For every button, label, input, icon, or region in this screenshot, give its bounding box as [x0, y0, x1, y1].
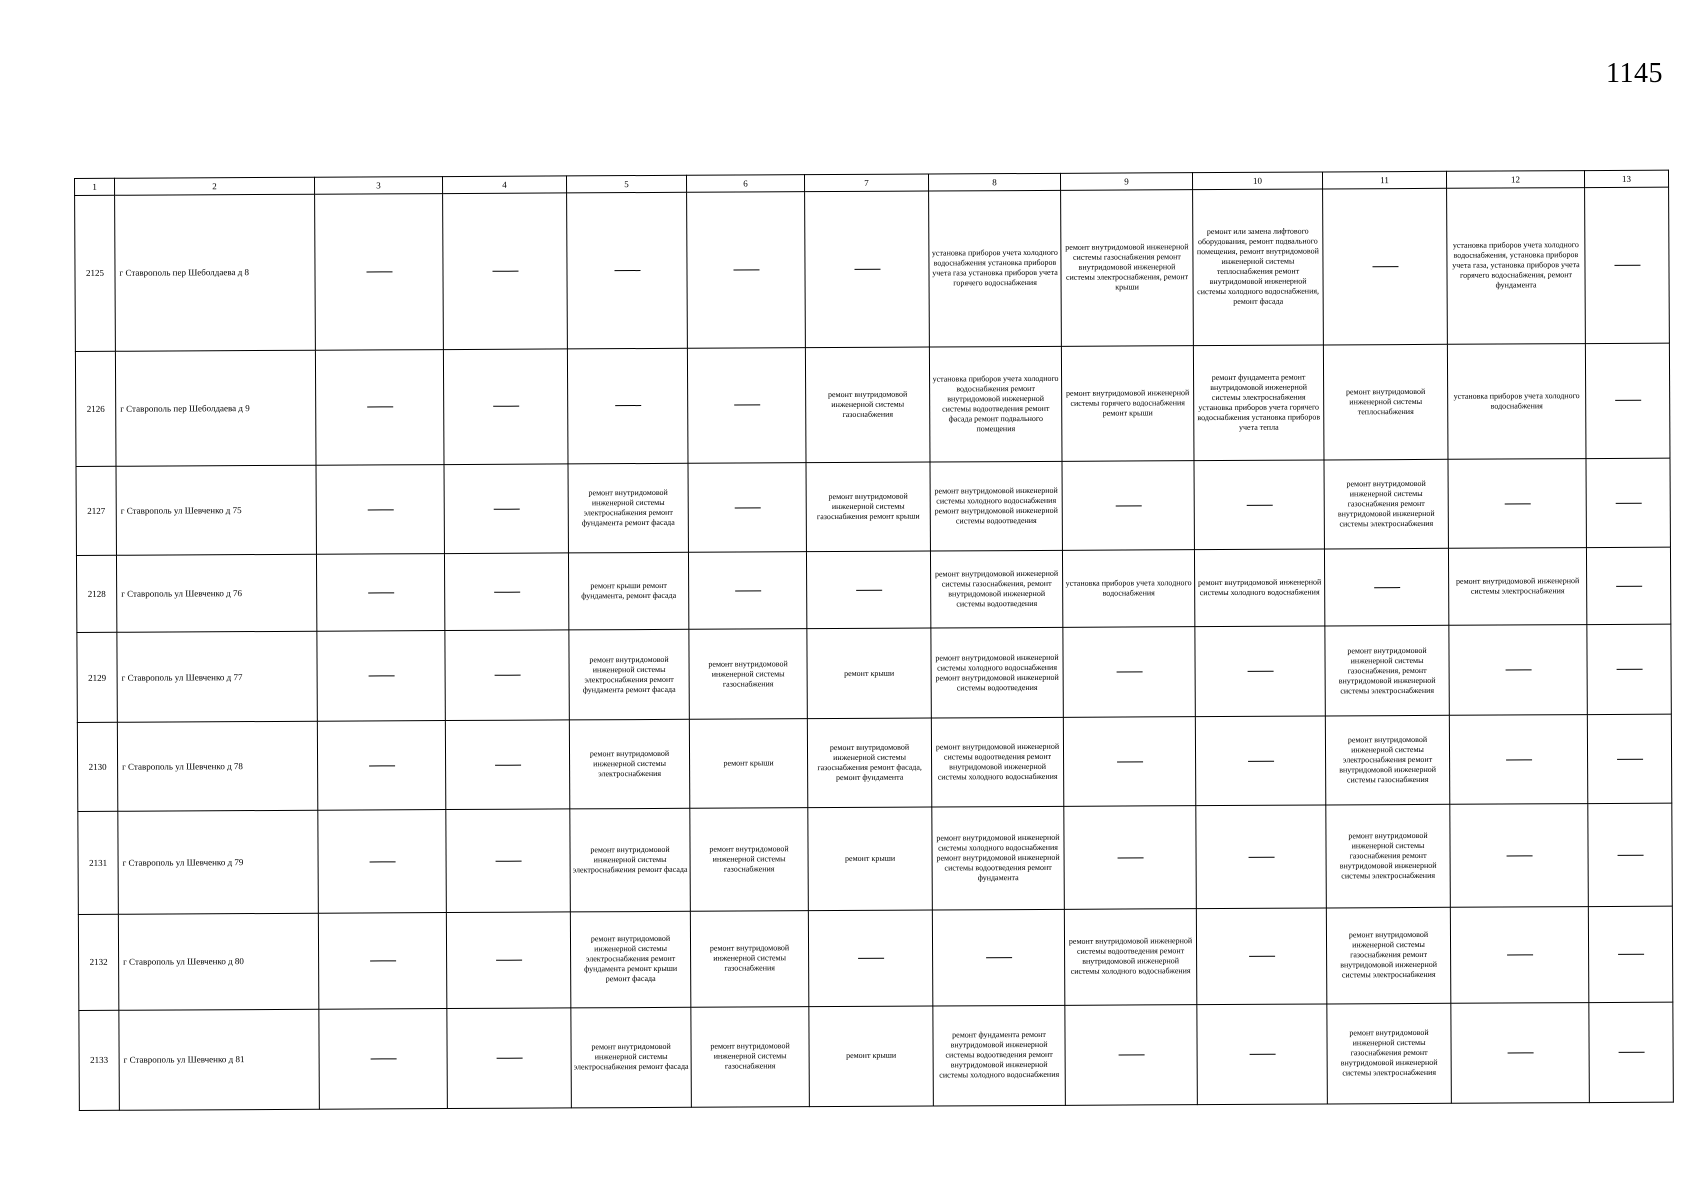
work-type-cell: ремонт внутридомовой инженерной системы газоснабжения ремонт фасада, ремонт фундамента — [807, 718, 931, 808]
dash-mark — [1507, 1052, 1533, 1053]
column-header: 4 — [442, 176, 566, 194]
work-type-cell: ремонт внутридомовой инженерной системы холодного водоснабжения ремонт внутридомовой инженерной системы водоотведения — [930, 461, 1062, 551]
dash-mark — [1506, 855, 1532, 856]
work-type-cell: ремонт внутридомовой инженерной системы газоснабжения — [690, 808, 809, 911]
empty-cell — [318, 912, 447, 1009]
work-type-cell: ремонт внутридомовой инженерной системы газоснабжения ремонт крыши — [806, 462, 930, 552]
dash-mark — [370, 1058, 396, 1059]
empty-cell — [316, 464, 444, 554]
empty-cell — [805, 191, 930, 347]
work-type-cell: ремонт крыши — [807, 628, 931, 718]
dash-mark — [1615, 503, 1641, 504]
empty-cell — [808, 910, 933, 1007]
work-type-cell: ремонт внутридомовой инженерной системы газоснабжения — [690, 910, 809, 1007]
row-number: 2129 — [77, 633, 117, 723]
empty-cell — [1450, 804, 1589, 907]
empty-cell — [1063, 716, 1195, 806]
address-cell: г Ставрополь ул Шевченко д 78 — [117, 721, 317, 812]
empty-cell — [317, 720, 445, 810]
column-header: 2 — [115, 177, 315, 195]
empty-cell — [1064, 806, 1197, 909]
row-number: 2126 — [75, 351, 116, 466]
dash-mark — [1618, 954, 1644, 955]
column-header: 11 — [1322, 171, 1446, 189]
empty-cell — [443, 349, 568, 465]
dash-mark — [1249, 956, 1275, 957]
table-row — [75, 187, 1670, 351]
dash-mark — [733, 269, 759, 270]
empty-cell — [1196, 908, 1327, 1005]
work-type-cell: ремонт внутридомовой инженерной системы электроснабжения ремонт фундамента ремонт фасада — [569, 630, 689, 720]
dash-mark — [1614, 265, 1640, 266]
empty-cell — [1586, 548, 1670, 625]
dash-mark — [1616, 586, 1642, 587]
dash-mark — [854, 269, 880, 270]
dash-mark — [1504, 503, 1530, 504]
work-type-cell: ремонт внутридомовой инженерной системы теплоснабжения — [1323, 344, 1448, 460]
table-row — [76, 548, 1670, 633]
empty-cell — [932, 909, 1065, 1006]
address-cell: г Ставрополь пер Шеболдаева д 8 — [115, 194, 316, 351]
empty-cell — [1065, 1004, 1198, 1105]
dash-mark — [495, 764, 521, 765]
dash-mark — [1118, 1054, 1144, 1055]
empty-cell — [445, 720, 569, 810]
dash-mark — [1116, 672, 1142, 673]
dash-mark — [496, 1058, 522, 1059]
empty-cell — [1450, 906, 1589, 1003]
empty-cell — [446, 809, 571, 912]
row-number: 2132 — [78, 914, 119, 1010]
work-type-cell: ремонт внутридомовой инженерной системы газоснабжения ремонт внутридомовой инженерной системы электроснабжения — [1326, 805, 1451, 908]
table-row — [77, 714, 1671, 812]
work-type-cell: ремонт фундамента ремонт внутридомовой инженерной системы электроснабжения установка приборов учета горячего водоснабжения установка приборов учета тепла — [1193, 345, 1324, 461]
dash-mark — [369, 861, 395, 862]
empty-cell — [567, 348, 688, 464]
dash-mark — [369, 765, 395, 766]
empty-cell — [687, 347, 806, 463]
work-type-cell: ремонт внутридомовой инженерной системы электроснабжения — [569, 719, 689, 809]
work-type-cell: установка приборов учета холодного водоснабжения, установка приборов учета газа, установка приборов учета горячего водоснабжения, ремонт фундамента — [1447, 188, 1586, 344]
work-type-cell: ремонт внутридомовой инженерной системы газоснабжения, ремонт внутридомовой инженерной системы водоотведения — [930, 551, 1062, 628]
dash-mark — [1247, 671, 1273, 672]
work-type-cell: ремонт крыши — [809, 1006, 934, 1107]
dash-mark — [1248, 856, 1274, 857]
empty-cell — [1588, 804, 1673, 907]
work-type-cell: ремонт внутридомовой инженерной системы электроснабжения ремонт фасада — [571, 1007, 692, 1108]
empty-cell — [1585, 343, 1670, 459]
page-number: 1145 — [1606, 58, 1663, 89]
empty-cell — [567, 192, 688, 348]
dash-mark — [615, 405, 641, 406]
dash-mark — [734, 507, 760, 508]
dash-mark — [1617, 758, 1643, 759]
table-row — [78, 804, 1673, 915]
work-type-cell: ремонт внутридомовой инженерной системы холодного водоснабжения — [1194, 549, 1324, 626]
empty-cell — [315, 194, 444, 350]
work-type-cell: ремонт внутридомовой инженерной системы электроснабжения ремонт внутридомовой инженерной системы газоснабжения — [1325, 715, 1449, 805]
row-number: 2125 — [75, 195, 116, 351]
column-header: 12 — [1446, 171, 1584, 189]
empty-cell — [1589, 1002, 1674, 1103]
work-type-cell: установка приборов учета холодного водоснабжения — [1447, 343, 1586, 459]
dash-mark — [1246, 504, 1272, 505]
dash-mark — [1117, 857, 1143, 858]
dash-mark — [856, 590, 882, 591]
empty-cell — [444, 553, 568, 630]
column-header: 5 — [566, 175, 686, 193]
row-number: 2131 — [78, 812, 119, 915]
table-row — [77, 624, 1671, 722]
dash-mark — [1115, 505, 1141, 506]
dash-mark — [1249, 1054, 1275, 1055]
empty-cell — [447, 1008, 572, 1109]
empty-cell — [1587, 624, 1671, 714]
empty-cell — [1063, 627, 1195, 717]
dash-mark — [368, 592, 394, 593]
work-type-cell: ремонт внутридомовой инженерной системы электроснабжения ремонт фундамента ремонт фасада — [568, 463, 688, 553]
work-type-cell: ремонт внутридомовой инженерной системы газоснабжения — [805, 347, 930, 463]
empty-cell — [1197, 1004, 1328, 1105]
empty-cell — [446, 912, 571, 1009]
dash-mark — [1616, 669, 1642, 670]
empty-cell — [1451, 1002, 1590, 1103]
dash-mark — [366, 271, 392, 272]
dash-mark — [986, 957, 1012, 958]
work-type-cell: установка приборов учета холодного водоснабжения установка приборов учета газа установка приборов учета горячего водоснабжения — [929, 190, 1062, 346]
row-number: 2128 — [76, 556, 116, 633]
column-header: 6 — [686, 175, 804, 193]
work-type-cell: установка приборов учета холодного водоснабжения ремонт внутридомовой инженерной системы водоотведения ремонт фасада ремонт подвального помещения — [929, 346, 1062, 462]
dash-mark — [1372, 266, 1398, 267]
work-type-cell: ремонт внутридомовой инженерной системы газоснабжения — [689, 629, 807, 719]
address-cell: г Ставрополь пер Шеболдаева д 9 — [115, 350, 316, 466]
dash-mark — [367, 509, 393, 510]
registry-table — [74, 170, 1674, 1111]
dash-mark — [370, 960, 396, 961]
dash-mark — [1615, 400, 1641, 401]
column-header: 13 — [1584, 170, 1668, 187]
empty-cell — [1449, 625, 1587, 715]
work-type-cell: ремонт крыши ремонт фундамента, ремонт фасада — [568, 553, 688, 630]
column-header: 10 — [1192, 172, 1322, 190]
dash-mark — [492, 271, 518, 272]
dash-mark — [1617, 854, 1643, 855]
empty-cell — [1587, 714, 1671, 804]
work-type-cell: ремонт внутридомовой инженерной системы газоснабжения — [691, 1006, 810, 1107]
empty-cell — [1449, 714, 1587, 804]
dash-mark — [493, 508, 519, 509]
column-header: 7 — [804, 174, 928, 192]
empty-cell — [687, 192, 806, 348]
empty-cell — [445, 630, 569, 720]
address-cell: г Ставрополь ул Шевченко д 76 — [116, 555, 316, 633]
dash-mark — [368, 675, 394, 676]
dash-mark — [614, 270, 640, 271]
empty-cell — [1448, 458, 1586, 548]
address-cell: г Ставрополь ул Шевченко д 77 — [117, 631, 317, 722]
work-type-cell: ремонт внутридомовой инженерной системы холодного водоснабжения ремонт внутридомовой инженерной системы водоотведения ремонт фундамента — [932, 807, 1065, 910]
work-type-cell: установка приборов учета холодного водоснабжения — [1062, 550, 1194, 627]
empty-cell — [316, 554, 444, 631]
work-type-cell: ремонт крыши — [808, 807, 933, 910]
work-type-cell: ремонт внутридомовой инженерной системы газоснабжения ремонт внутридомовой инженерной системы электроснабжения, ремонт крыши — [1061, 190, 1194, 346]
empty-cell — [1196, 805, 1327, 908]
dash-mark — [735, 590, 761, 591]
dash-mark — [734, 405, 760, 406]
empty-cell — [1195, 716, 1325, 806]
registry-body — [75, 187, 1674, 1110]
column-header: 3 — [314, 177, 442, 195]
dash-mark — [493, 406, 519, 407]
table-row — [75, 343, 1670, 467]
column-header: 8 — [928, 173, 1060, 191]
dash-mark — [858, 958, 884, 959]
work-type-cell: ремонт внутридомовой инженерной системы электроснабжения — [1448, 548, 1586, 626]
row-number: 2130 — [77, 722, 117, 812]
work-type-cell: ремонт или замена лифтового оборудования, ремонт подвального помещения, ремонт внутридомовой инженерной системы теплоснабжения ремонт внутридомовой инженерной системы холодного водоснабжения, ремонт фасада — [1193, 189, 1324, 345]
work-type-cell: ремонт крыши — [689, 718, 807, 808]
dash-mark — [1507, 954, 1533, 955]
dash-mark — [1248, 760, 1274, 761]
work-type-cell: ремонт фундамента ремонт внутридомовой инженерной системы водоотведения ремонт внутридомовой инженерной системы холодного водоснабжения — [933, 1005, 1066, 1106]
table-row — [78, 906, 1672, 1010]
address-cell: г Ставрополь ул Шевченко д 75 — [116, 465, 316, 556]
dash-mark — [1618, 1052, 1644, 1053]
dash-mark — [494, 675, 520, 676]
work-type-cell: ремонт внутридомовой инженерной системы водоотведения ремонт внутридомовой инженерной системы холодного водоснабжения — [1064, 908, 1197, 1005]
work-type-cell: ремонт внутридомовой инженерной системы газоснабжения ремонт внутридомовой инженерной системы электроснабжения — [1327, 1003, 1452, 1104]
empty-cell — [1588, 906, 1673, 1002]
dash-mark — [494, 592, 520, 593]
empty-cell — [317, 631, 445, 721]
row-number: 2127 — [76, 466, 116, 556]
empty-cell — [315, 349, 444, 465]
empty-cell — [1324, 549, 1448, 626]
empty-cell — [1195, 626, 1325, 716]
row-number: 2133 — [79, 1010, 120, 1110]
empty-cell — [1323, 188, 1448, 344]
work-type-cell: ремонт внутридомовой инженерной системы газоснабжения ремонт внутридомовой инженерной системы электроснабжения — [1324, 459, 1448, 549]
work-type-cell: ремонт внутридомовой инженерной системы электроснабжения ремонт фасада — [570, 809, 691, 912]
empty-cell — [806, 551, 930, 628]
dash-mark — [367, 407, 393, 408]
empty-cell — [1586, 458, 1670, 548]
dash-mark — [496, 960, 522, 961]
column-header: 9 — [1060, 173, 1192, 191]
empty-cell — [443, 193, 568, 349]
address-cell: г Ставрополь ул Шевченко д 80 — [118, 913, 318, 1010]
work-type-cell: ремонт внутридомовой инженерной системы горячего водоснабжения ремонт крыши — [1061, 345, 1194, 461]
empty-cell — [1194, 460, 1324, 550]
dash-mark — [1117, 761, 1143, 762]
table-row — [76, 458, 1670, 556]
work-type-cell: ремонт внутридомовой инженерной системы электроснабжения ремонт фундамента ремонт крыши ремонт фасада — [570, 911, 691, 1008]
dash-mark — [495, 860, 521, 861]
empty-cell — [1585, 187, 1670, 343]
work-type-cell: ремонт внутридомовой инженерной системы холодного водоснабжения ремонт внутридомовой инженерной системы водоотведения — [931, 628, 1063, 718]
address-cell: г Ставрополь ул Шевченко д 79 — [118, 811, 319, 914]
empty-cell — [688, 552, 806, 629]
work-type-cell: ремонт внутридомовой инженерной системы водоотведения ремонт внутридомовой инженерной системы холодного водоснабжения — [931, 717, 1063, 807]
empty-cell — [444, 464, 568, 554]
work-type-cell: ремонт внутридомовой инженерной системы газоснабжения, ремонт внутридомовой инженерной системы электроснабжения — [1325, 626, 1449, 716]
table-row — [79, 1002, 1674, 1111]
column-header: 1 — [75, 178, 115, 195]
empty-cell — [319, 1008, 448, 1109]
dash-mark — [1505, 670, 1531, 671]
address-cell: г Ставрополь ул Шевченко д 81 — [119, 1009, 320, 1110]
dash-mark — [1506, 759, 1532, 760]
work-type-cell: ремонт внутридомовой инженерной системы газоснабжения ремонт внутридомовой инженерной системы электроснабжения — [1326, 907, 1451, 1004]
empty-cell — [1062, 460, 1194, 550]
empty-cell — [318, 810, 447, 913]
empty-cell — [688, 463, 806, 553]
dash-mark — [1374, 587, 1400, 588]
